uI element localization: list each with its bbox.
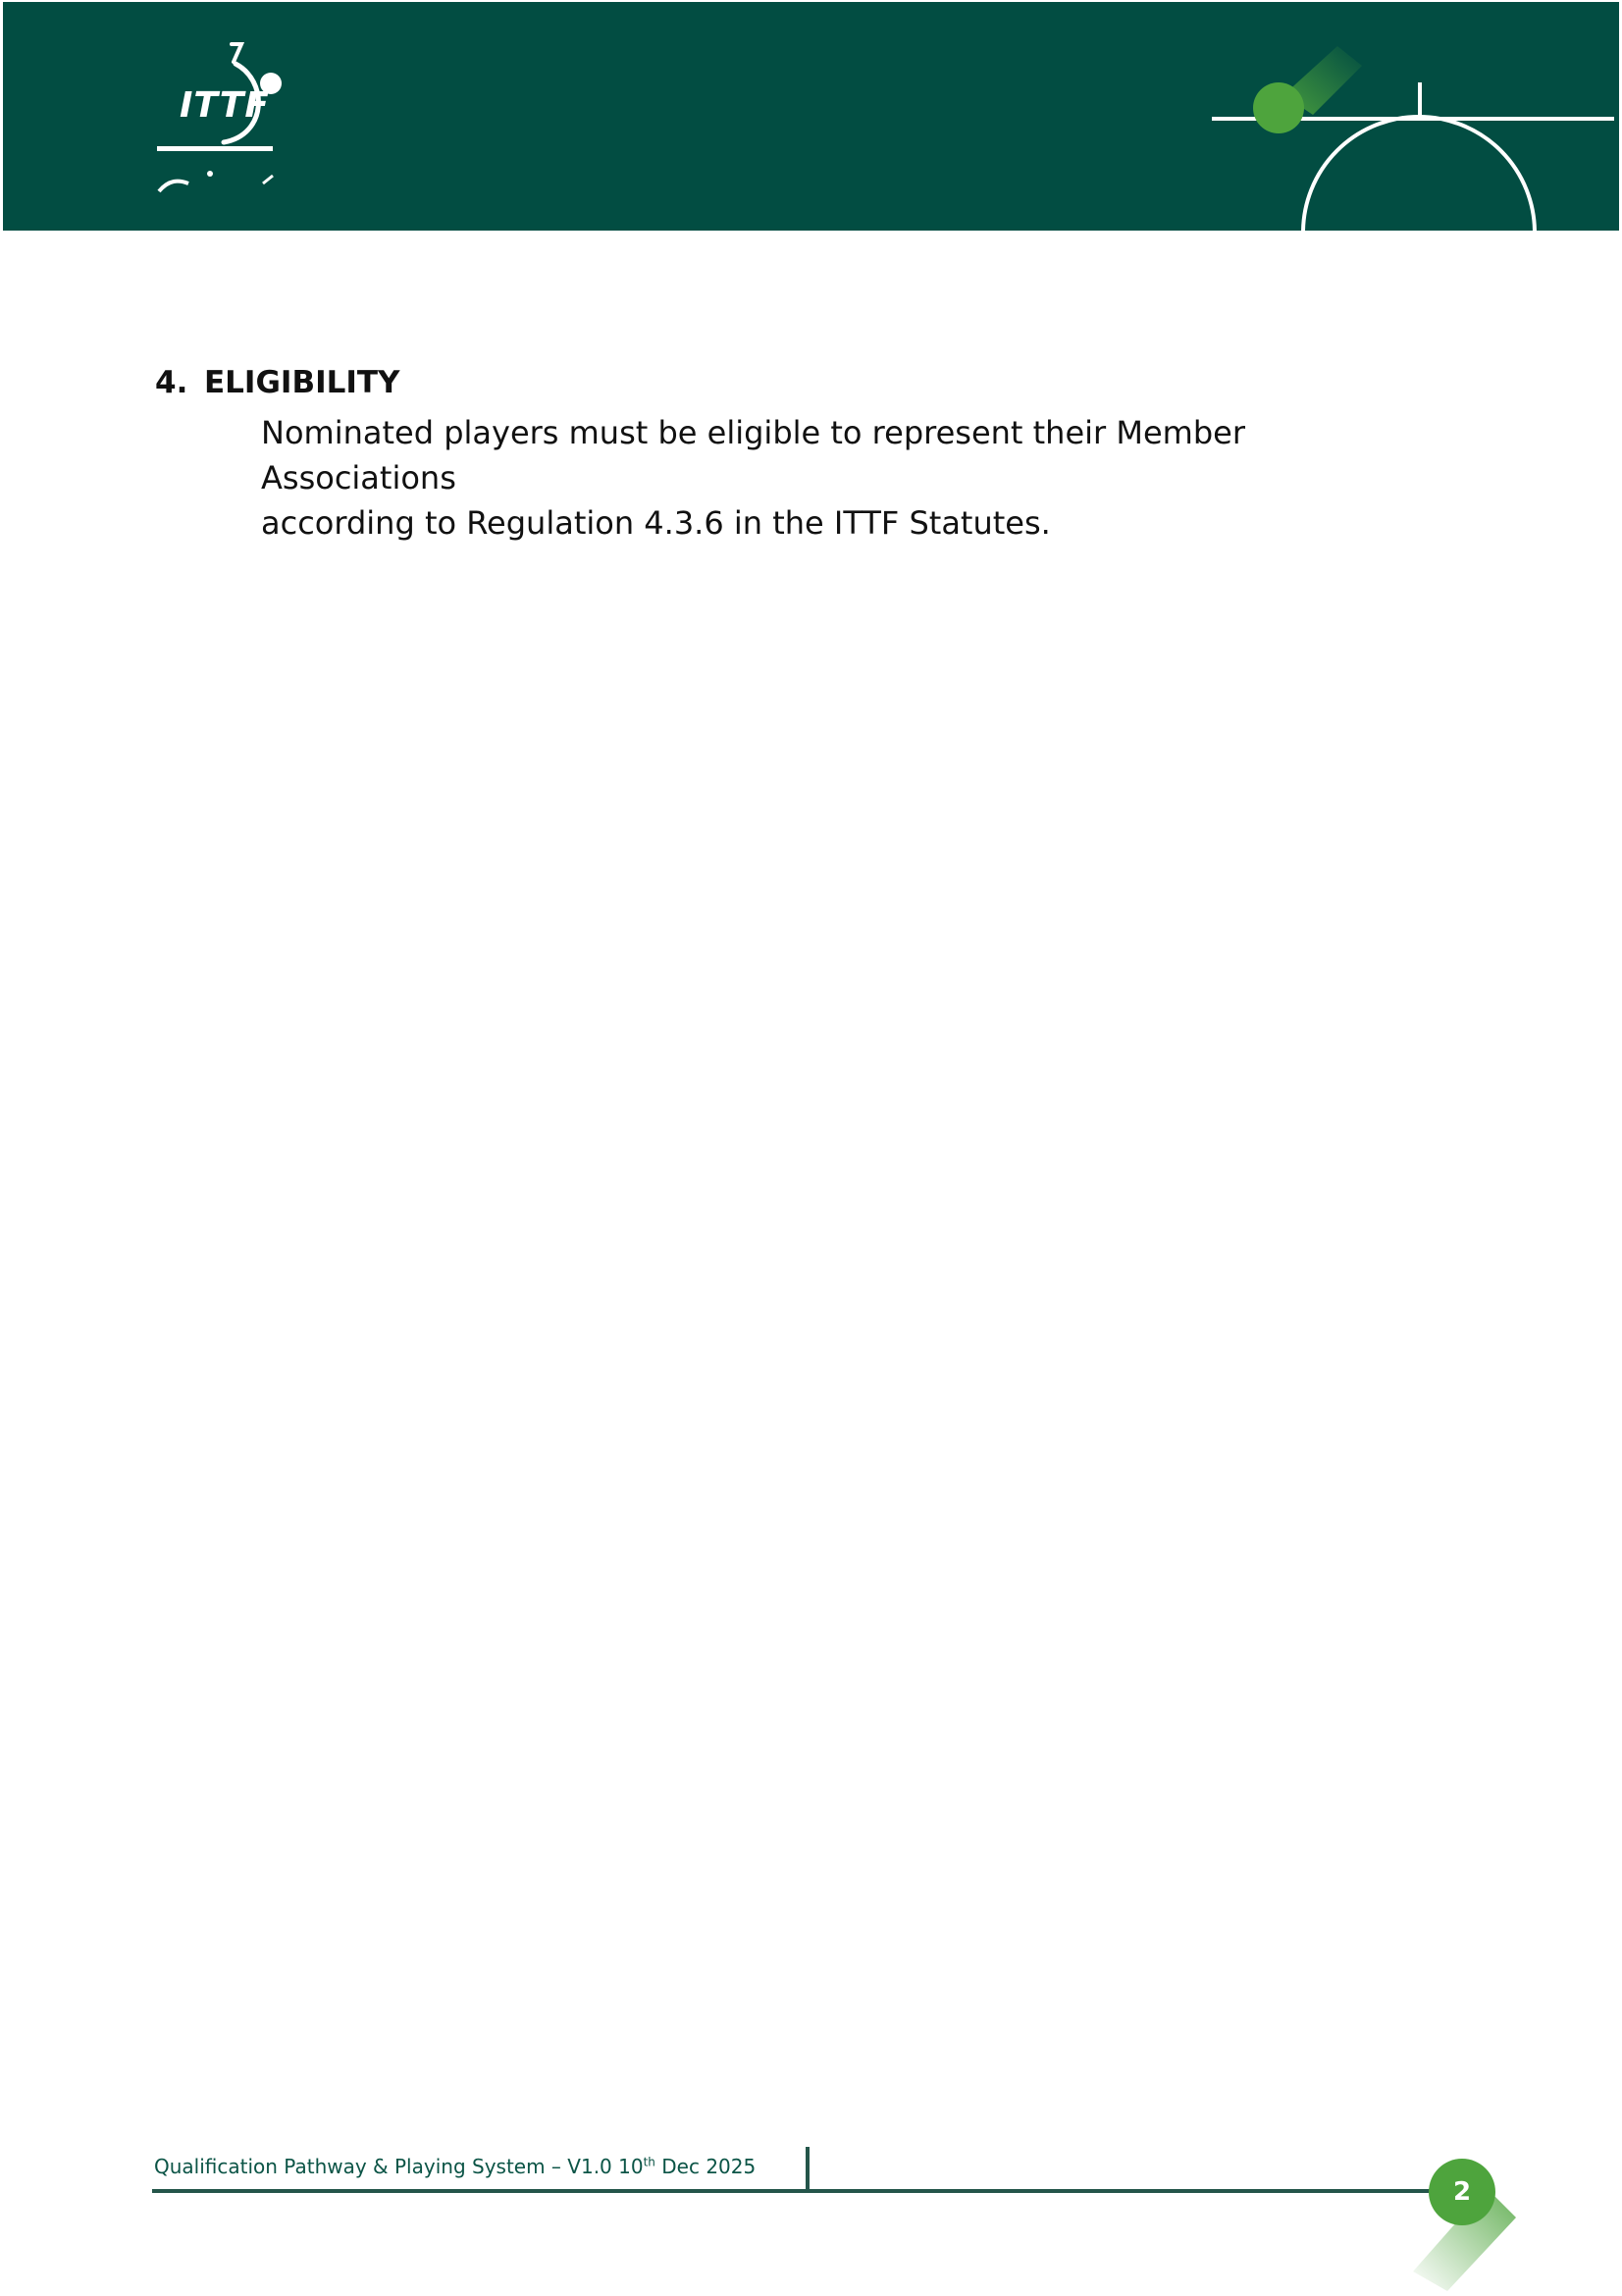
body-line-1: Nominated players must be eligible to represent their Member Associations (261, 414, 1245, 496)
body-line-2: according to Regulation 4.3.6 in the ITTF Statutes. (261, 504, 1051, 542)
footer (152, 2139, 1575, 2276)
footer-text-date: Dec 2025 (654, 2155, 757, 2178)
section-number: 4. (155, 365, 188, 400)
logo-text: ITTF (180, 85, 270, 126)
page-number-badge: 2 (1429, 2159, 1495, 2225)
section-title: ELIGIBILITY (204, 365, 400, 400)
footer-divider (806, 2147, 810, 2190)
ittf-logo (155, 36, 292, 193)
table-tennis-graphic (1200, 41, 1619, 231)
header-band (3, 2, 1619, 231)
section-heading (155, 363, 1431, 402)
footer-document-info (154, 2155, 756, 2178)
footer-rule (152, 2189, 1452, 2193)
section-body (261, 410, 1389, 546)
footer-text-sup: th (643, 2155, 655, 2169)
eligibility-section (155, 363, 1431, 546)
footer-text-main: Qualification Pathway & Playing System – V1.0 10 (154, 2155, 644, 2178)
